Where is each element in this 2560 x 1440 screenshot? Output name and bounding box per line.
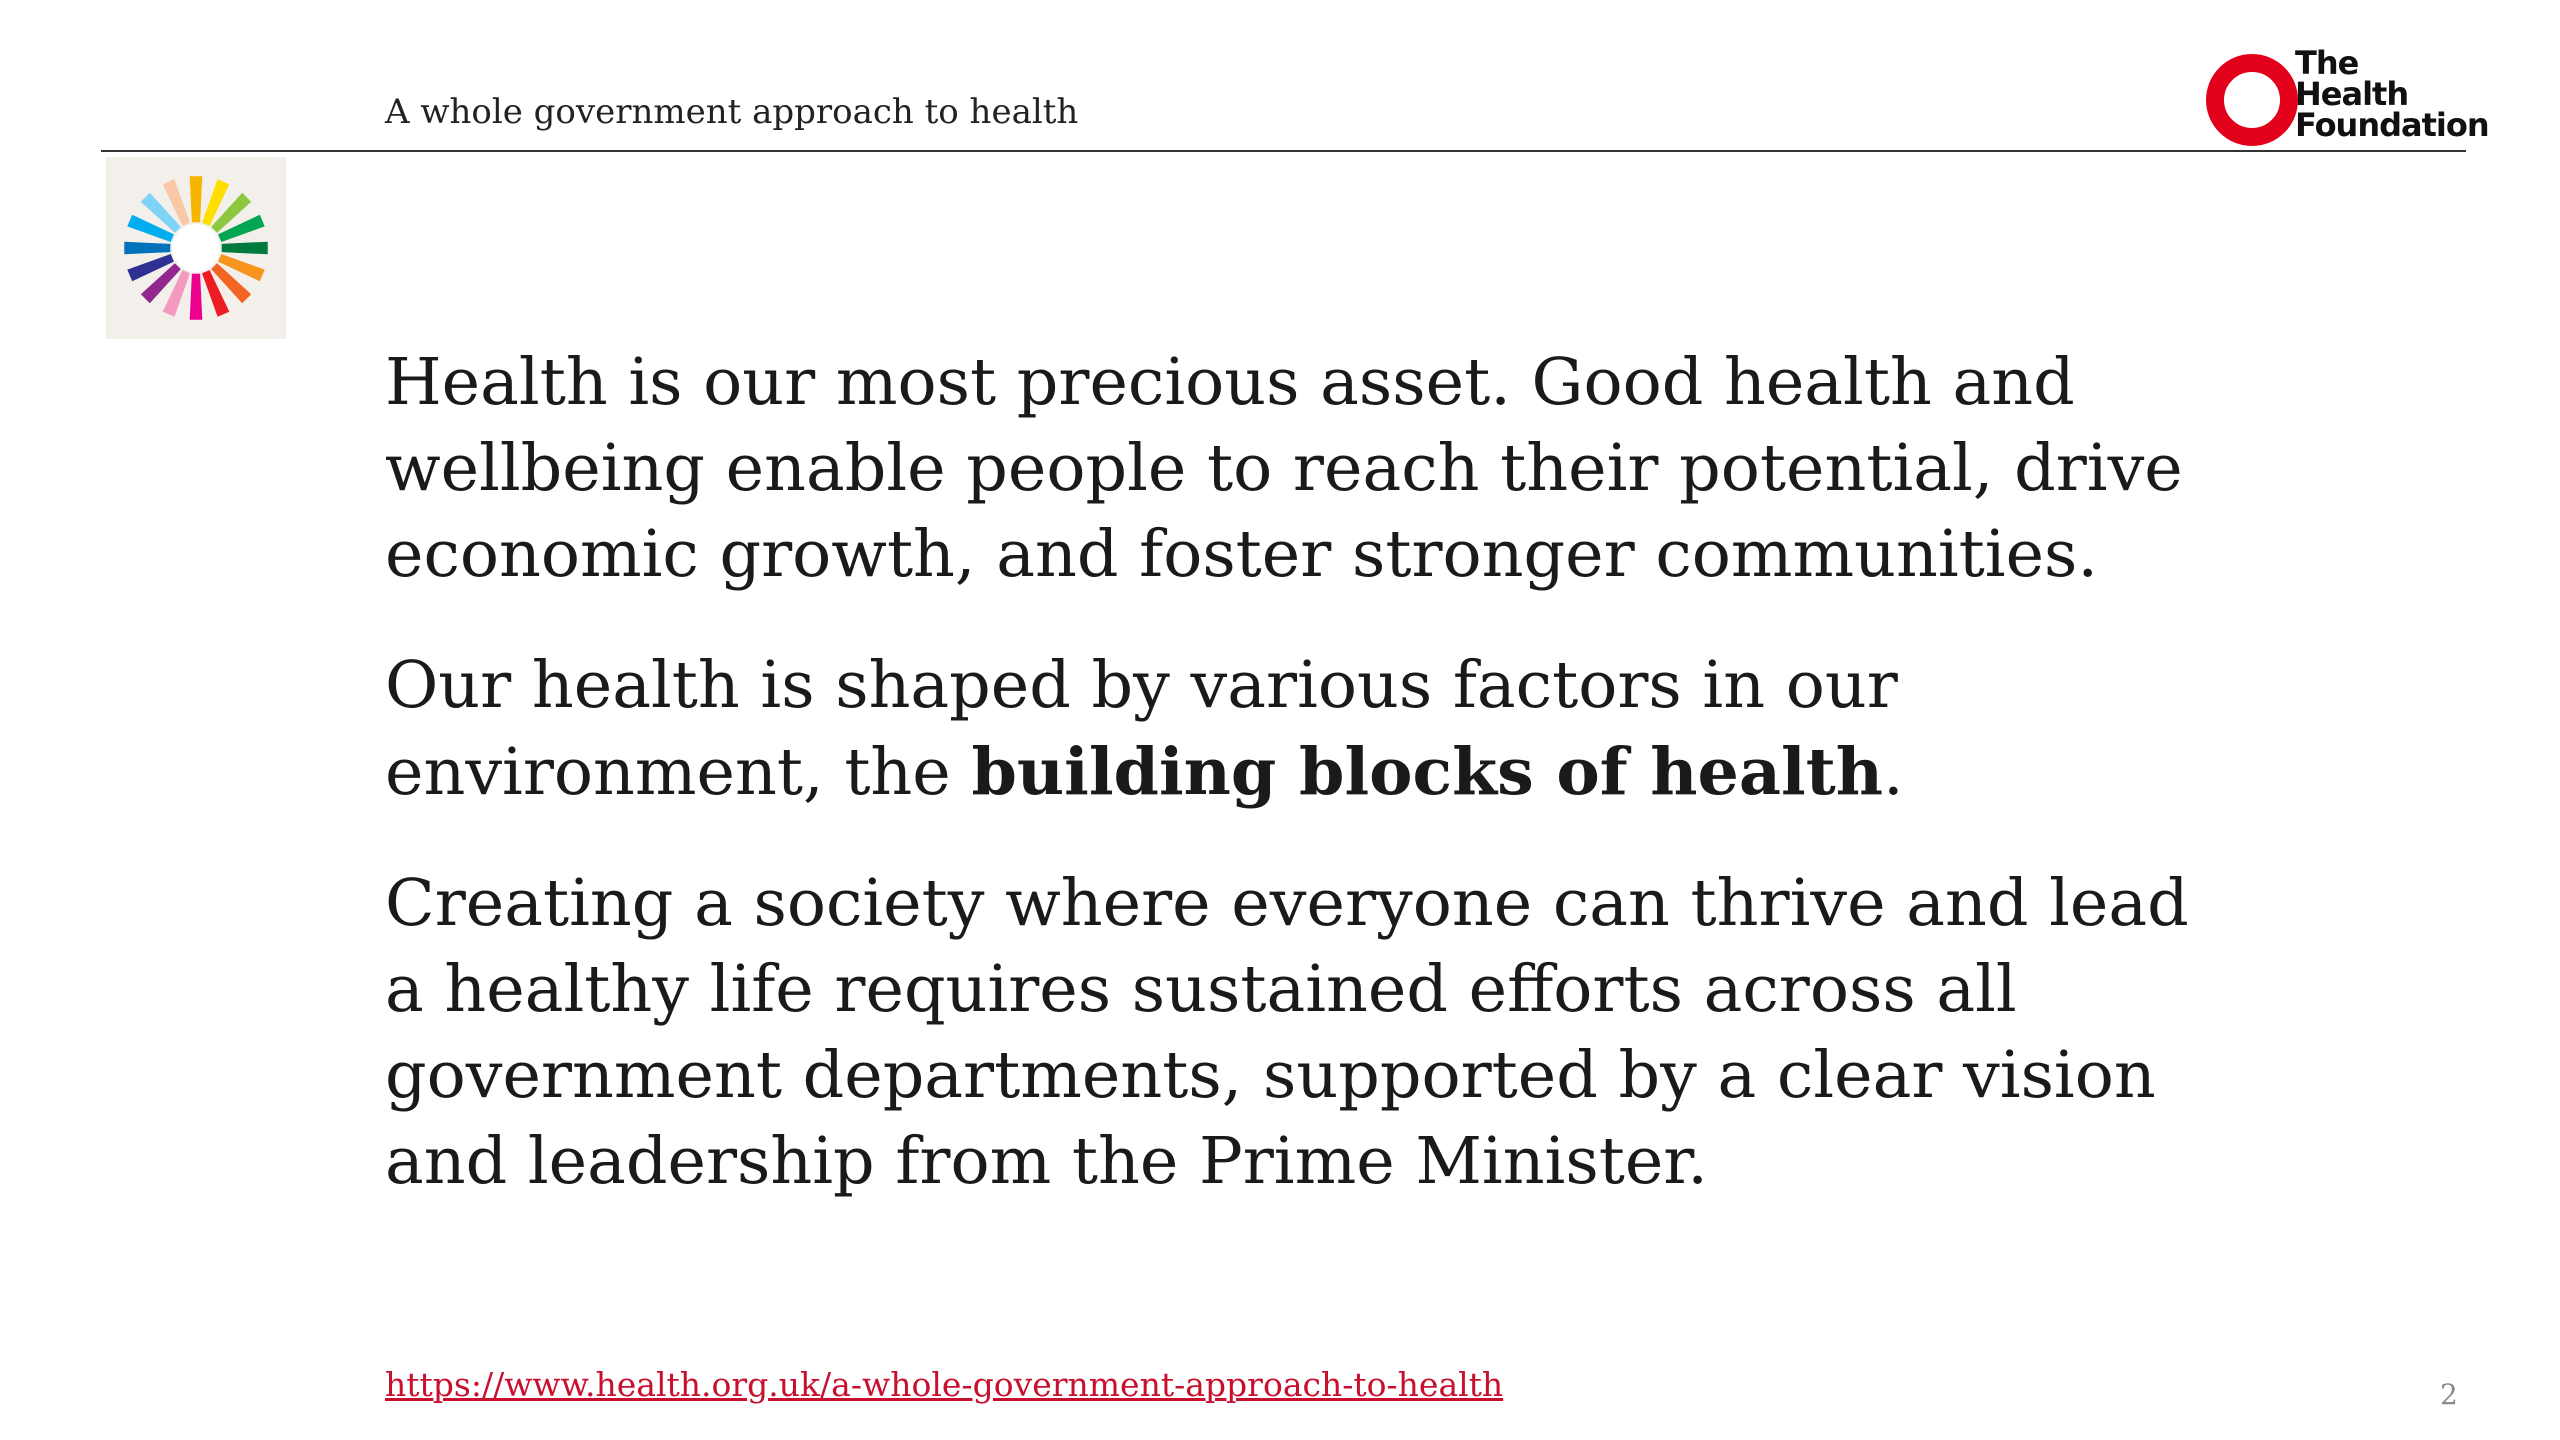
- logo-wordmark: [2295, 44, 2489, 144]
- header-title: A whole government approach to health: [385, 92, 1079, 132]
- page-number: 2: [2440, 1378, 2458, 1411]
- header-divider: [101, 150, 2466, 152]
- logo-line-2: Health: [2295, 75, 2409, 113]
- sunburst-ray: [222, 242, 268, 255]
- health-foundation-logo: [2198, 44, 2489, 148]
- logo-ring-icon: [2206, 54, 2298, 146]
- sunburst-ray: [124, 242, 170, 255]
- sunburst-hub: [172, 224, 220, 272]
- building-blocks-highlight: building blocks of health: [971, 734, 1883, 810]
- paragraph-3: Creating a society where everyone can thrive and lead a healthy life requires sustained efforts across all government departments, supported by a clear vision and leadership from the Prime Minister.: [385, 866, 2189, 1199]
- multicolor-sunburst-icon: [106, 157, 286, 339]
- slide-body: [385, 340, 2205, 1250]
- logo-line-3: Foundation: [2295, 106, 2489, 144]
- logo-line-1: The: [2295, 44, 2359, 82]
- paragraph-1: Health is our most precious asset. Good health and wellbeing enable people to reach their potential, drive economic growth, and foster stronger communities.: [385, 345, 2183, 592]
- sunburst-ray: [190, 274, 203, 320]
- sunburst-svg: [106, 157, 286, 339]
- paragraph-2-text-after: .: [1883, 735, 1904, 810]
- source-link[interactable]: https://www.health.org.uk/a-whole-government-approach-to-health: [385, 1365, 1504, 1404]
- paragraph-2: [385, 643, 2205, 816]
- sunburst-ray: [190, 176, 203, 222]
- paragraph-2-text-before: Our health is shaped by various factors in our environment, the: [385, 648, 1898, 810]
